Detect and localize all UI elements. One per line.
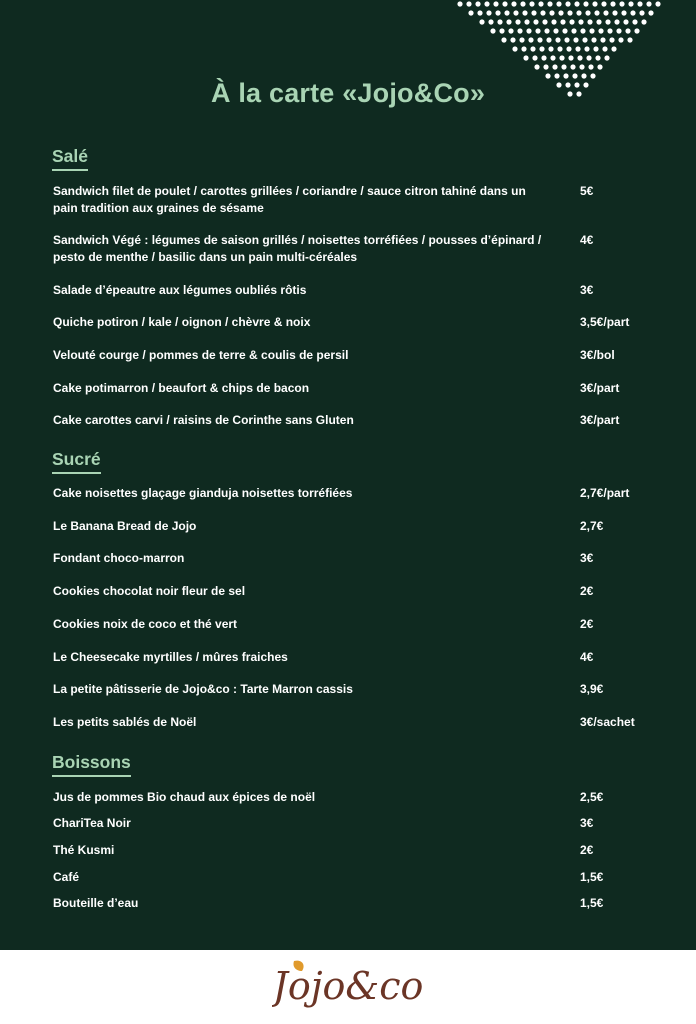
pattern-dot	[543, 64, 548, 69]
menu-item-name: Salade d’épeautre aux légumes oubliés rôtis	[53, 283, 307, 297]
pattern-dot	[641, 19, 646, 24]
pattern-dot	[584, 46, 589, 51]
pattern-dot	[628, 1, 633, 6]
menu-item-price: 4€	[580, 233, 594, 247]
pattern-dot	[618, 37, 623, 42]
pattern-dot	[588, 64, 593, 69]
pattern-dot	[630, 10, 635, 15]
pattern-dot	[530, 46, 535, 51]
menu-item-price: 3€/sachet	[580, 715, 635, 729]
pattern-dot	[602, 46, 607, 51]
menu-item-name: Cake carottes carvi / raisins de Corinthe sans Gluten	[53, 413, 354, 427]
pattern-dot	[597, 64, 602, 69]
pattern-dot	[623, 19, 628, 24]
pattern-dot	[595, 55, 600, 60]
menu-item-name: Velouté courge / pommes de terre & coulis de persil	[53, 348, 349, 362]
menu-item-name: Cookies noix de coco et thé vert	[53, 617, 238, 631]
pattern-dot	[531, 10, 536, 15]
pattern-dot	[592, 1, 597, 6]
pattern-dot	[593, 46, 598, 51]
pattern-dot	[585, 10, 590, 15]
pattern-dot	[535, 28, 540, 33]
menu-item-name: Le Banana Bread de Jojo	[53, 519, 197, 533]
pattern-dot	[591, 37, 596, 42]
pattern-dot	[614, 19, 619, 24]
pattern-dot	[540, 10, 545, 15]
menu-item-price: 3,5€/part	[580, 315, 630, 329]
pattern-dot	[573, 37, 578, 42]
menu-item-name: Bouteille d’eau	[53, 896, 139, 910]
pattern-dot	[589, 28, 594, 33]
menu-item-price: 3€	[580, 283, 594, 297]
pattern-dot	[567, 10, 572, 15]
pattern-dot	[533, 19, 538, 24]
pattern-dot	[610, 1, 615, 6]
pattern-dot	[609, 37, 614, 42]
pattern-dot	[605, 19, 610, 24]
menu-item-price: 3€/part	[580, 413, 620, 427]
pattern-dot	[475, 1, 480, 6]
pattern-dot	[583, 1, 588, 6]
pattern-dot	[569, 19, 574, 24]
pattern-dot	[541, 55, 546, 60]
pattern-dot	[632, 19, 637, 24]
pattern-dot	[477, 10, 482, 15]
pattern-dot	[544, 28, 549, 33]
pattern-dot	[547, 1, 552, 6]
pattern-dot	[579, 64, 584, 69]
pattern-dot	[529, 1, 534, 6]
pattern-dot	[490, 28, 495, 33]
pattern-dot	[577, 55, 582, 60]
jojo-co-logo	[272, 957, 424, 1019]
menu-item-price: 2€	[580, 584, 594, 598]
pattern-dot	[479, 19, 484, 24]
pattern-dot	[508, 28, 513, 33]
pattern-dot	[560, 19, 565, 24]
menu-item-price: 5€	[580, 184, 594, 198]
logo-text: Jojo&co	[272, 964, 424, 1008]
pattern-dot	[596, 19, 601, 24]
pattern-dot	[501, 37, 506, 42]
pattern-dot	[532, 55, 537, 60]
pattern-dot	[515, 19, 520, 24]
section-heading-sale: Salé	[52, 146, 88, 171]
pattern-dot	[619, 1, 624, 6]
pattern-dot	[499, 28, 504, 33]
pattern-dot	[488, 19, 493, 24]
pattern-dot	[586, 55, 591, 60]
menu-item-name: Fondant choco-marron	[53, 551, 185, 565]
pattern-dot	[511, 1, 516, 6]
pattern-dot	[574, 1, 579, 6]
menu-item-name: Cookies chocolat noir fleur de sel	[53, 584, 246, 598]
pattern-dot	[521, 46, 526, 51]
section-heading-sucre: Sucré	[52, 449, 101, 474]
pattern-dot	[502, 1, 507, 6]
menu-item-price: 3€	[580, 551, 594, 565]
pattern-dot	[604, 55, 609, 60]
pattern-dot	[517, 28, 522, 33]
pattern-dot	[558, 10, 563, 15]
pattern-dot	[552, 64, 557, 69]
menu-item-price: 2,5€	[580, 790, 604, 804]
pattern-dot	[648, 10, 653, 15]
pattern-dot	[571, 28, 576, 33]
pattern-dot	[466, 1, 471, 6]
menu-item-price: 2,7€/part	[580, 486, 630, 500]
pattern-dot	[549, 10, 554, 15]
pattern-dot	[493, 1, 498, 6]
pattern-dot	[534, 64, 539, 69]
pattern-dot	[625, 28, 630, 33]
pattern-dot	[546, 37, 551, 42]
pattern-dot	[550, 55, 555, 60]
menu-item-name: Quiche potiron / kale / oignon / chèvre & noix	[53, 315, 311, 329]
pattern-dot	[495, 10, 500, 15]
pattern-dot	[526, 28, 531, 33]
pattern-dot	[616, 28, 621, 33]
pattern-dot	[538, 1, 543, 6]
pattern-dot	[594, 10, 599, 15]
menu-item-name: Le Cheesecake myrtilles / mûres fraiches	[53, 650, 288, 664]
pattern-dot	[468, 10, 473, 15]
pattern-dot	[542, 19, 547, 24]
pattern-dot	[600, 37, 605, 42]
menu-item-price: 4€	[580, 650, 594, 664]
pattern-dot	[655, 1, 660, 6]
menu-item-name: Thé Kusmi	[53, 843, 115, 857]
pattern-dot	[603, 10, 608, 15]
menu-item-name: Jus de pommes Bio chaud aux épices de noël	[53, 790, 316, 804]
menu-item-name: ChariTea Noir	[53, 816, 131, 830]
pattern-dot	[522, 10, 527, 15]
pattern-dot	[497, 19, 502, 24]
pattern-dot	[519, 37, 524, 42]
pattern-dot	[565, 1, 570, 6]
pattern-dot	[555, 37, 560, 42]
pattern-dot	[520, 1, 525, 6]
pattern-dot	[598, 28, 603, 33]
pattern-dot	[639, 10, 644, 15]
pattern-dot	[570, 64, 575, 69]
menu-item-name: Cake potimarron / beaufort & chips de bacon	[53, 381, 310, 395]
pattern-dot	[486, 10, 491, 15]
pattern-dot	[539, 46, 544, 51]
pattern-dot	[564, 37, 569, 42]
menu-item-price: 3,9€	[580, 682, 604, 696]
pattern-dot	[551, 19, 556, 24]
pattern-dot	[611, 46, 616, 51]
pattern-dot	[557, 46, 562, 51]
pattern-dot	[512, 46, 517, 51]
pattern-dot	[457, 1, 462, 6]
menu-item-price: 2,7€	[580, 519, 604, 533]
pattern-dot	[484, 1, 489, 6]
menu-item-name: Sandwich filet de poulet / carottes grillées / coriandre / sauce citron tahiné dans un pain tradition aux graines de sésame	[53, 184, 526, 215]
pattern-dot	[537, 37, 542, 42]
menu-item-name: La petite pâtisserie de Jojo&co : Tarte Marron cassis	[53, 682, 353, 696]
pattern-dot	[601, 1, 606, 6]
menu-item-price: 2€	[580, 843, 594, 857]
menu-item-price: 3€	[580, 816, 594, 830]
pattern-dot	[566, 46, 571, 51]
pattern-dot	[607, 28, 612, 33]
menu-item-price: 1,5€	[580, 896, 604, 910]
pattern-dot	[523, 55, 528, 60]
pattern-dot	[562, 28, 567, 33]
menu-item-name: Cake noisettes glaçage gianduja noisettes torréfiées	[53, 486, 353, 500]
pattern-dot	[612, 10, 617, 15]
menu-item-price: 2€	[580, 617, 594, 631]
pattern-dot	[510, 37, 515, 42]
pattern-dot	[576, 10, 581, 15]
pattern-dot	[582, 37, 587, 42]
pattern-dot	[524, 19, 529, 24]
pattern-dot	[561, 64, 566, 69]
pattern-dot	[627, 37, 632, 42]
pattern-dot	[556, 1, 561, 6]
pattern-dot	[513, 10, 518, 15]
menu-item-price: 3€/bol	[580, 348, 615, 362]
pattern-dot	[587, 19, 592, 24]
menu-item-price: 1,5€	[580, 870, 604, 884]
menu-item-name: Café	[53, 870, 80, 884]
pattern-dot	[528, 37, 533, 42]
pattern-dot	[580, 28, 585, 33]
pattern-dot	[634, 28, 639, 33]
pattern-dot	[553, 28, 558, 33]
pattern-dot	[548, 46, 553, 51]
menu-item-name: Sandwich Végé : légumes de saison grillés / noisettes torréfiées / pousses d’épinard / pesto de menthe / basilic dans un pain multi-céréales	[53, 233, 542, 264]
pattern-dot	[575, 46, 580, 51]
pattern-dot	[578, 19, 583, 24]
menu-item-name: Les petits sablés de Noël	[53, 715, 197, 729]
menu-item-price: 3€/part	[580, 381, 620, 395]
pattern-dot	[568, 55, 573, 60]
menu-title: À la carte «Jojo&Co»	[210, 78, 486, 108]
section-heading-boissons: Boissons	[52, 752, 131, 777]
pattern-dot	[506, 19, 511, 24]
pattern-dot	[637, 1, 642, 6]
pattern-dot	[646, 1, 651, 6]
pattern-dot	[621, 10, 626, 15]
pattern-dot	[559, 55, 564, 60]
pattern-dot	[504, 10, 509, 15]
